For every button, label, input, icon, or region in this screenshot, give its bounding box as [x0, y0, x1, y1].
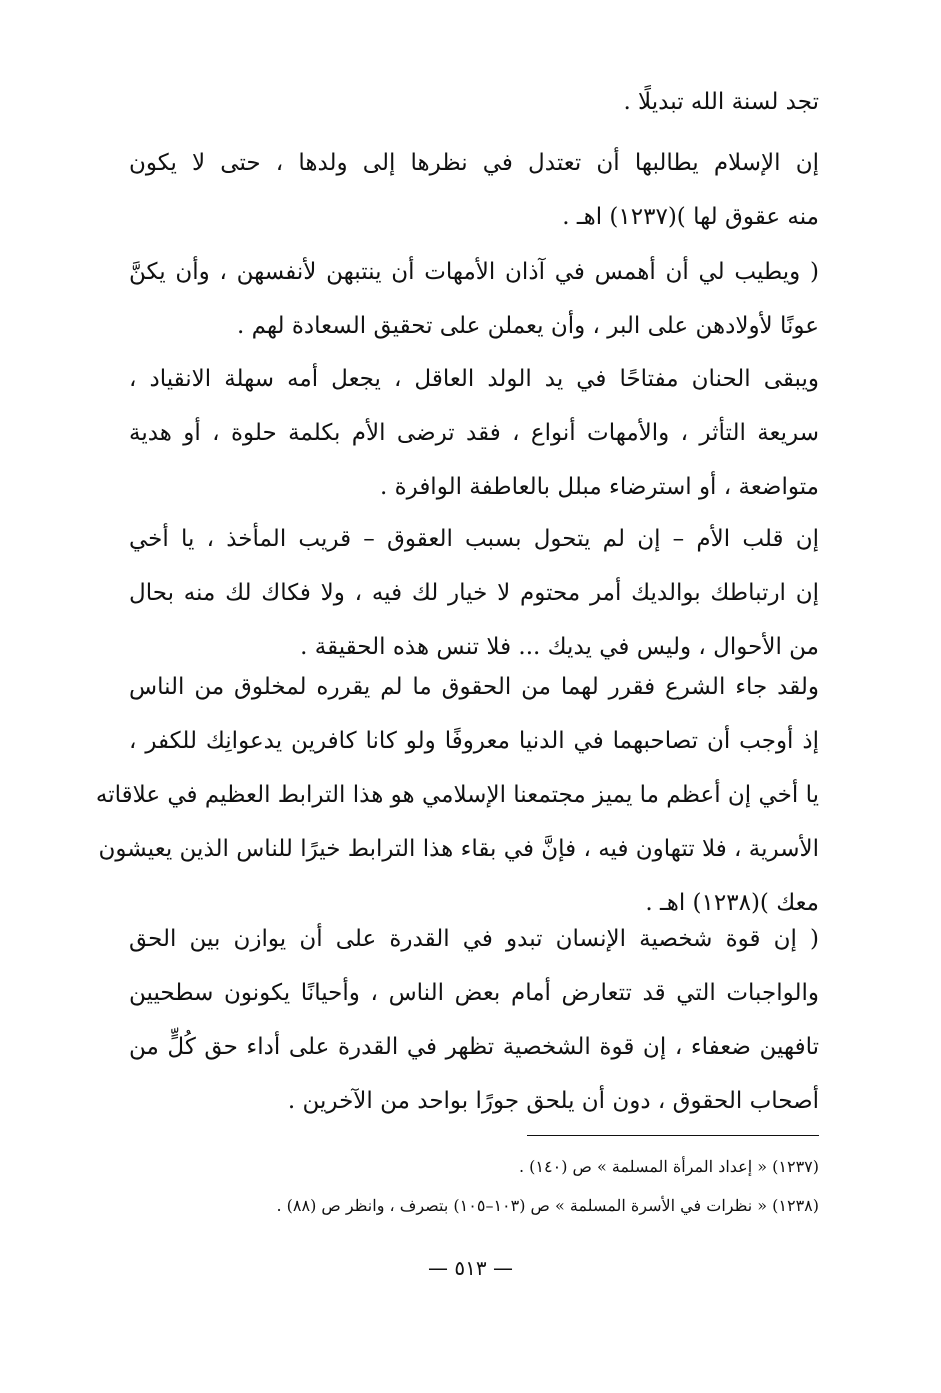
footnote-divider [527, 1135, 819, 1136]
text-line: معك )(١٢٣٨) اهـ . [645, 890, 819, 916]
text-line: ( إن قوة شخصية الإنسان تبدو في القدرة على أن يوازن بين الحق [129, 926, 819, 952]
text-line: إن الإسلام يطالبها أن تعتدل في نظرها إلى ولدها ، حتى لا يكون [129, 150, 819, 176]
text-line: إن ارتباطك بوالديك أمر محتوم لا خيار لك فيه ، ولا فكاك لك منه بحال [129, 580, 819, 606]
text-line: تجد لسنة الله تبديلًا . [623, 89, 819, 115]
text-line: إذ أوجب أن تصاحبهما في الدنيا معروفًا ولو كانا كافرين يدعوانِك للكفر ، [129, 728, 819, 754]
paragraph-2 [129, 136, 819, 244]
text-line: منه عقوق لها )(١٢٣٧) اهـ . [562, 204, 819, 230]
text-line: سريعة التأثر ، والأمهات أنواع ، فقد ترضى الأم بكلمة حلوة ، أو هدية [129, 420, 819, 446]
text-line: والواجبات التي قد تتعارض أمام بعض الناس ، وأحيانًا يكونون سطحيين [129, 980, 819, 1006]
paragraph-5 [129, 512, 819, 674]
text-line: ويبقى الحنان مفتاحًا في يد الولد العاقل ، يجعل أمه سهلة الانقياد ، [129, 366, 819, 392]
text-line: إن قلب الأم – إن لم يتحول بسبب العقوق – قريب المأخذ ، يا أخي [129, 526, 819, 552]
paragraph-7 [129, 912, 819, 1128]
footnote-1237: (١٢٣٧) « إعداد المرأة المسلمة » ص (١٤٠) . [519, 1157, 819, 1176]
paragraph-6 [95, 660, 819, 930]
paragraph-3 [129, 245, 819, 353]
text-line: متواضعة ، أو استرضاء مبلل بالعاطفة الوافرة . [379, 474, 819, 500]
text-line: ولقد جاء الشرع فقرر لهما من الحقوق ما لم يقرره لمخلوق من الناس [129, 674, 819, 700]
paragraph-4 [129, 352, 819, 514]
text-line: يا أخي إن أعظم ما يميز مجتمعنا الإسلامي هو هذا الترابط العظيم في علاقاته [95, 782, 819, 808]
footnote-1238: (١٢٣٨) « نظرات في الأسرة المسلمة » ص (١٠٣–١٠٥) بتصرف ، وانظر ص (٨٨) . [276, 1196, 819, 1215]
text-line: ( ويطيب لي أن أهمس في آذان الأمهات أن ينتبهن لأنفسهن ، وأن يكنَّ [129, 259, 819, 285]
text-line: تافهين ضعفاء ، إن قوة الشخصية تظهر في القدرة على أداء حق كُلٍّ من [129, 1034, 819, 1060]
text-line: من الأحوال ، وليس في يديك ... فلا تنس هذه الحقيقة . [300, 634, 819, 660]
text-line: الأسرية ، فلا تتهاون فيه ، فإنَّ في بقاء هذا الترابط خيرًا للناس الذين يعيشون [98, 836, 819, 862]
paragraph-1 [129, 75, 819, 129]
page-number: — ٥١٣ — [428, 1256, 513, 1280]
text-line: عونًا لأولادهن على البر ، وأن يعملن على تحقيق السعادة لهم . [237, 313, 819, 339]
text-line: أصحاب الحقوق ، دون أن يلحق جورًا بواحد من الآخرين . [287, 1088, 819, 1114]
